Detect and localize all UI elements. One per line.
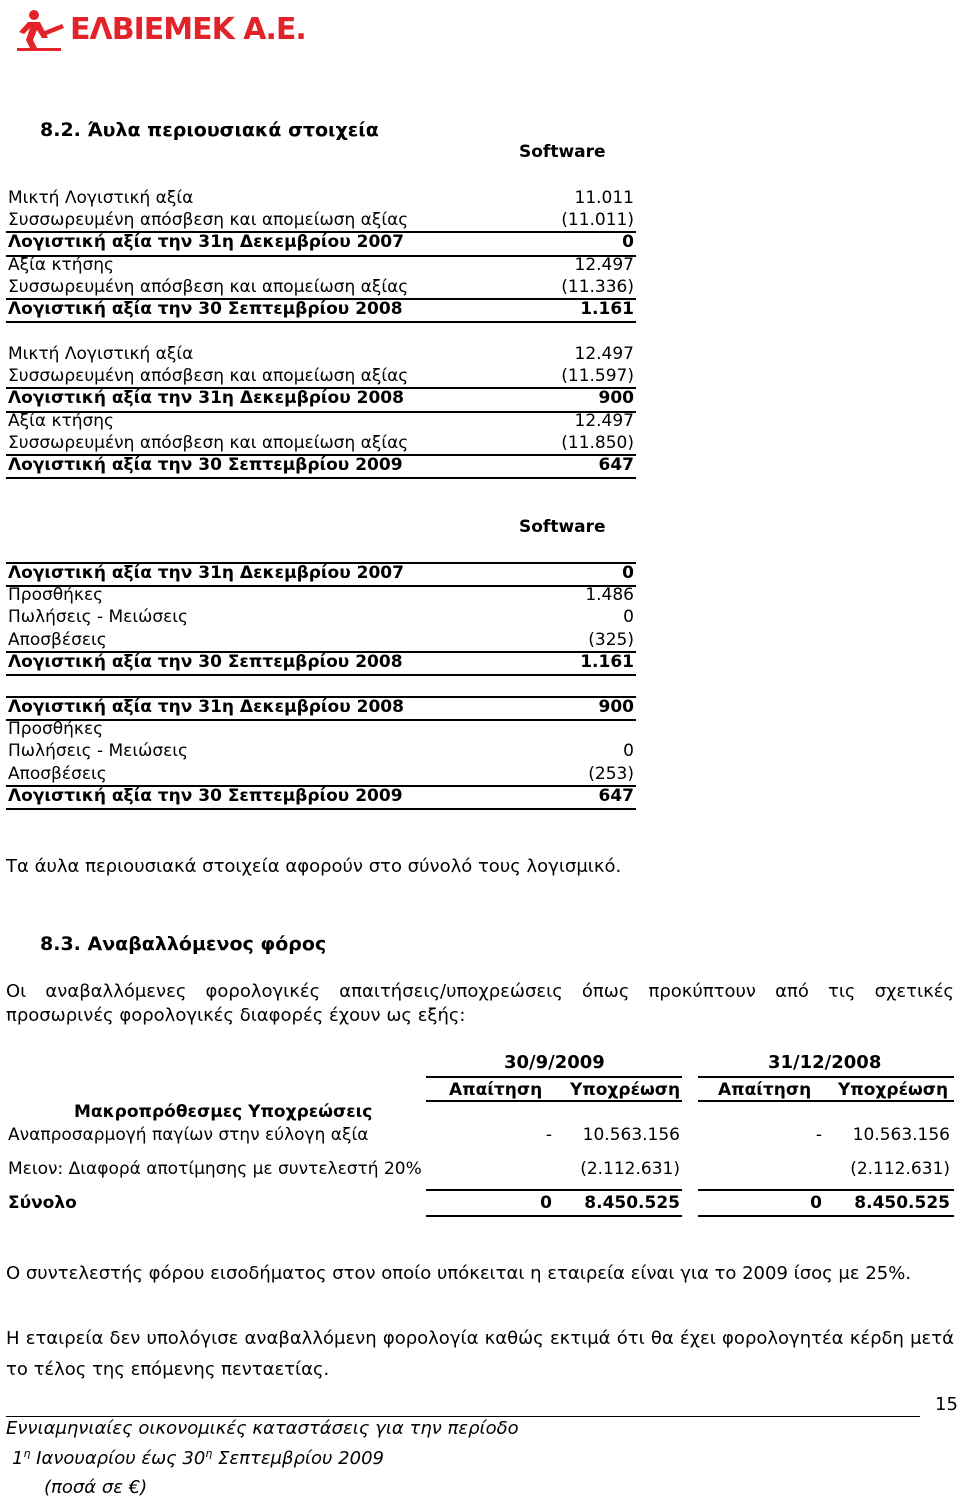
footer-line-3: (ποσά σε €): [44, 1477, 148, 1498]
table-row: Συσσωρευμένη απόσβεση και απομείωση αξίας (11.850): [8, 432, 634, 453]
movements-table-d: [6, 696, 636, 807]
table-total-row: Λογιστική αξία την 30 Σεπτεμβρίου 2009 647: [8, 785, 634, 806]
table-row: Αποσβέσεις (253): [8, 763, 634, 784]
page-number: 15: [935, 1394, 958, 1415]
table-row: Μικτή Λογιστική αξία 12.497: [8, 344, 634, 364]
deferred-tax-paragraph: Η εταιρεία δεν υπολόγισε αναβαλλόμενη φορολογία καθώς εκτιμά ότι θα έχει φορολογητέα κέρδη μετά το τέλος της επόμενης πενταετίας.: [6, 1328, 954, 1380]
table-total-row: Λογιστική αξία την 31η Δεκεμβρίου 2008 900: [8, 697, 634, 717]
period-header-2: 31/12/2008: [768, 1052, 882, 1073]
cell-p2-liability: (2.112.631): [850, 1159, 950, 1179]
table-total-row: Λογιστική αξία την 31η Δεκεμβρίου 2008 900: [8, 388, 634, 409]
deferred-tax-table: [6, 1052, 956, 1222]
group-label-long-term: Μακροπρόθεσμες Υποχρεώσεις: [74, 1102, 373, 1122]
column-header-software: Software: [519, 142, 606, 162]
intangibles-table-a: [6, 187, 636, 320]
table-row: Πωλήσεις - Μειώσεις 0: [8, 741, 634, 762]
col-liability-1: Υποχρέωση: [570, 1080, 681, 1100]
cell-p1-receivable: -: [545, 1125, 552, 1145]
table-row: Μικτή Λογιστική αξία 11.011: [8, 188, 634, 208]
company-logo: [14, 6, 314, 52]
cell-p1-liability: 10.563.156: [582, 1125, 680, 1145]
table-row: Συσσωρευμένη απόσβεση και απομείωση αξίας (11.336): [8, 276, 634, 297]
deferred-tax-intro: Οι αναβαλλόμενες φορολογικές απαιτήσεις/υποχρεώσεις όπως προκύπτουν από τις σχετικές προσωρινές φορολογικές διαφορές έχουν ως εξής:: [6, 981, 954, 1026]
cell-total-p1-liability: 8.450.525: [584, 1193, 680, 1213]
row-label-difference: Μειον: Διαφορά αποτίμησης με συντελεστή 20%: [8, 1159, 422, 1179]
tax-rate-paragraph: Ο συντελεστής φόρου εισοδήματος στον οποίο υπόκειται η εταιρεία είναι για το 2009 ίσος με 25%.: [6, 1263, 912, 1284]
logo-worker-icon: [14, 8, 66, 52]
col-liability-2: Υποχρέωση: [838, 1080, 949, 1100]
period-header-1: 30/9/2009: [504, 1052, 605, 1073]
table-total-row: Λογιστική αξία την 30 Σεπτεμβρίου 2008 1.161: [8, 298, 634, 319]
row-label-revaluation: Αναπροσαρμογή παγίων στην εύλογη αξία: [8, 1125, 369, 1145]
table-row: Αξία κτήσης 12.497: [8, 254, 634, 275]
col-receivable-1: Απαίτηση: [449, 1080, 543, 1100]
footer-divider: [6, 1416, 920, 1417]
cell-total-p2-receivable: 0: [810, 1193, 822, 1213]
cell-total-p2-liability: 8.450.525: [854, 1193, 950, 1213]
table-row: Αποσβέσεις (325): [8, 629, 634, 650]
footer-line-2: $1^\eta$ Ιανουαρίου έως $30^\eta$ Σεπτεμβρίου 2009: [12, 1447, 384, 1469]
company-name: ΕΛΒΙΕΜΕΚ Α.Ε.: [70, 12, 306, 47]
table-row: Προσθήκες 1.486: [8, 585, 634, 606]
cell-p2-liability: 10.563.156: [852, 1125, 950, 1145]
footer-line-1: Εννιαμηνιαίες οικονομικές καταστάσεις για την περίοδο: [6, 1418, 519, 1439]
intangibles-table-b: [6, 343, 636, 476]
table-total-row: Λογιστική αξία την 30 Σεπτεμβρίου 2009 647: [8, 454, 634, 475]
movements-table-c: [6, 562, 636, 673]
table-row: Αξία κτήσης 12.497: [8, 410, 634, 431]
table-total-row: Λογιστική αξία την 31η Δεκεμβρίου 2007 0: [8, 563, 634, 583]
section-title-deferred-tax: 8.3. Αναβαλλόμενος φόρος: [40, 933, 327, 955]
cell-p1-liability: (2.112.631): [580, 1159, 680, 1179]
column-header-software-2: Software: [519, 517, 606, 537]
table-row: Συσσωρευμένη απόσβεση και απομείωση αξίας (11.011): [8, 210, 634, 231]
table-row: Συσσωρευμένη απόσβεση και απομείωση αξίας (11.597): [8, 366, 634, 387]
table-row: Πωλήσεις - Μειώσεις 0: [8, 607, 634, 628]
row-label-total: Σύνολο: [8, 1193, 77, 1213]
table-row: Προσθήκες: [8, 719, 104, 740]
table-total-row: Λογιστική αξία την 31η Δεκεμβρίου 2007 0: [8, 232, 634, 253]
cell-total-p1-receivable: 0: [540, 1193, 552, 1213]
col-receivable-2: Απαίτηση: [718, 1080, 812, 1100]
table-total-row: Λογιστική αξία την 30 Σεπτεμβρίου 2008 1.161: [8, 651, 634, 672]
intangibles-note: Τα άυλα περιουσιακά στοιχεία αφορούν στο σύνολό τους λογισμικό.: [6, 856, 622, 877]
cell-p2-receivable: -: [815, 1125, 822, 1145]
section-title-intangibles: 8.2. Άυλα περιουσιακά στοιχεία: [40, 119, 379, 141]
